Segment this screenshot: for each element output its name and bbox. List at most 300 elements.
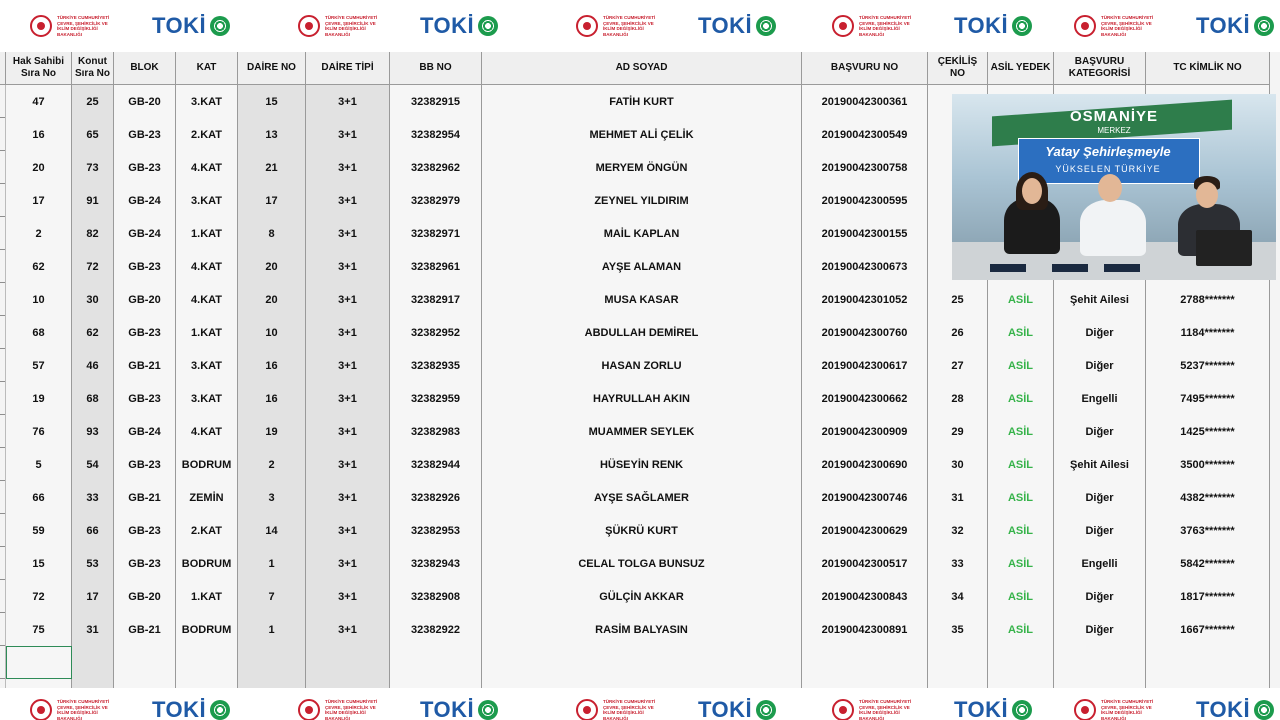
cell-asil-yedek[interactable]: ASİL [988, 283, 1054, 316]
cell-kat[interactable]: 1.KAT [176, 580, 238, 613]
cell-bb-no[interactable] [390, 646, 482, 679]
cell-daire-no[interactable]: 15 [238, 85, 306, 118]
cell-hak-sahibi-sira-no[interactable]: 66 [6, 481, 72, 514]
cell-ad-soyad[interactable]: CELAL TOLGA BUNSUZ [482, 547, 802, 580]
header-blok[interactable]: BLOK [114, 52, 176, 85]
cell-cekilis-no[interactable]: 26 [928, 316, 988, 349]
cell-ad-soyad[interactable]: ZEYNEL YILDIRIM [482, 184, 802, 217]
cell-konut-sira-no[interactable]: 54 [72, 448, 114, 481]
cell-tc-kimlik-no[interactable]: 1667******* [1146, 613, 1270, 646]
video-district-label: MERKEZ [1097, 126, 1131, 135]
cell-hak-sahibi-sira-no[interactable]: 20 [6, 151, 72, 184]
cell-asil-yedek[interactable]: ASİL [988, 580, 1054, 613]
ministry-name: TÜRKİYE CUMHURİYETİ ÇEVRE, ŞEHİRCİLİK VE İKLİM DEĞİŞİKLİĞİ BAKANLIĞI [859, 699, 912, 720]
cell-blok[interactable]: GB-24 [114, 184, 176, 217]
cell-kat[interactable]: 2.KAT [176, 514, 238, 547]
cell-daire-no[interactable]: 19 [238, 415, 306, 448]
cell-basvuru-no[interactable]: 20190042301052 [802, 283, 928, 316]
cell-hak-sahibi-sira-no[interactable]: 2 [6, 217, 72, 250]
cell-konut-sira-no[interactable]: 65 [72, 118, 114, 151]
cell-tc-kimlik-no[interactable] [1146, 646, 1270, 679]
cell-asil-yedek[interactable]: ASİL [988, 415, 1054, 448]
ministry-logo [576, 10, 665, 42]
toki-wordmark: TOKİ [152, 697, 207, 720]
toki-emblem-icon [1012, 16, 1032, 36]
toki-emblem-icon [756, 700, 776, 720]
cell-kat[interactable]: BODRUM [176, 547, 238, 580]
cell-basvuru-no[interactable]: 20190042300891 [802, 613, 928, 646]
cell-hak-sahibi-sira-no[interactable]: 19 [6, 382, 72, 415]
toki-wordmark: TOKİ [698, 697, 753, 720]
cell-bb-no[interactable]: 32382962 [390, 151, 482, 184]
toki-logo [152, 10, 230, 42]
nameplate [1104, 264, 1140, 272]
cell-hak-sahibi-sira-no[interactable]: 62 [6, 250, 72, 283]
cell-kat[interactable]: BODRUM [176, 448, 238, 481]
table-row [0, 547, 1270, 580]
toki-emblem-icon [210, 16, 230, 36]
ministry-name: TÜRKİYE CUMHURİYETİ ÇEVRE, ŞEHİRCİLİK VE İKLİM DEĞİŞİKLİĞİ BAKANLIĞI [325, 15, 378, 37]
cell-daire-no[interactable]: 21 [238, 151, 306, 184]
cell-kat[interactable]: 4.KAT [176, 250, 238, 283]
cell-asil-yedek[interactable]: ASİL [988, 349, 1054, 382]
cell-hak-sahibi-sira-no[interactable]: 5 [6, 448, 72, 481]
ministry-name: TÜRKİYE CUMHURİYETİ ÇEVRE, ŞEHİRCİLİK VE İKLİM DEĞİŞİKLİĞİ BAKANLIĞI [1101, 699, 1154, 720]
cell-basvuru-no[interactable]: 20190042300155 [802, 217, 928, 250]
cell-daire-tipi[interactable]: 3+1 [306, 316, 390, 349]
cell-daire-no[interactable]: 16 [238, 349, 306, 382]
cell-asil-yedek[interactable]: ASİL [988, 547, 1054, 580]
cell-tc-kimlik-no[interactable]: 1425******* [1146, 415, 1270, 448]
cell-konut-sira-no[interactable] [72, 646, 114, 679]
cell-daire-tipi[interactable]: 3+1 [306, 580, 390, 613]
cell-blok[interactable] [114, 646, 176, 679]
cell-basvuru-kategorisi[interactable]: Diğer [1054, 415, 1146, 448]
cell-bb-no[interactable]: 32382944 [390, 448, 482, 481]
cell-daire-no[interactable]: 13 [238, 118, 306, 151]
cell-cekilis-no[interactable]: 25 [928, 283, 988, 316]
cell-blok[interactable]: GB-23 [114, 250, 176, 283]
ministry-seal-icon [576, 15, 598, 37]
cell-ad-soyad[interactable]: AYŞE SAĞLAMER [482, 481, 802, 514]
cell-ad-soyad[interactable]: HASAN ZORLU [482, 349, 802, 382]
cell-blok[interactable]: GB-20 [114, 580, 176, 613]
cell-basvuru-no[interactable]: 20190042300549 [802, 118, 928, 151]
cell-daire-tipi[interactable]: 3+1 [306, 283, 390, 316]
cell-asil-yedek[interactable]: ASİL [988, 316, 1054, 349]
header-daire-tipi[interactable]: DAİRE TİPİ [306, 52, 390, 85]
table-row [0, 415, 1270, 448]
ministry-seal-icon [30, 15, 52, 37]
cell-kat[interactable]: 4.KAT [176, 151, 238, 184]
cell-hak-sahibi-sira-no[interactable]: 10 [6, 283, 72, 316]
table-row [0, 316, 1270, 349]
cell-hak-sahibi-sira-no[interactable]: 75 [6, 613, 72, 646]
cell-daire-tipi[interactable]: 3+1 [306, 151, 390, 184]
ministry-name: TÜRKİYE CUMHURİYETİ ÇEVRE, ŞEHİRCİLİK VE İKLİM DEĞİŞİKLİĞİ BAKANLIĞI [603, 15, 656, 37]
cell-basvuru-no[interactable]: 20190042300662 [802, 382, 928, 415]
cell-basvuru-no[interactable] [802, 646, 928, 679]
header-konut-sira-no[interactable]: Konut Sıra No [72, 52, 114, 85]
toki-logo [1196, 10, 1274, 42]
cell-daire-no[interactable]: 8 [238, 217, 306, 250]
cell-daire-no[interactable]: 14 [238, 514, 306, 547]
cell-cekilis-no[interactable]: 34 [928, 580, 988, 613]
cell-bb-no[interactable]: 32382943 [390, 547, 482, 580]
cell-konut-sira-no[interactable]: 25 [72, 85, 114, 118]
cell-kat[interactable]: 1.KAT [176, 316, 238, 349]
toki-emblem-icon [1254, 16, 1274, 36]
cell-basvuru-kategorisi[interactable]: Engelli [1054, 547, 1146, 580]
cell-bb-no[interactable]: 32382953 [390, 514, 482, 547]
ministry-seal-icon [298, 699, 320, 720]
header-tc-kimlik-no[interactable]: TC KİMLİK NO [1146, 52, 1270, 85]
table-row [0, 481, 1270, 514]
cell-basvuru-kategorisi[interactable]: Diğer [1054, 613, 1146, 646]
cell-konut-sira-no[interactable]: 93 [72, 415, 114, 448]
cell-daire-tipi[interactable]: 3+1 [306, 382, 390, 415]
cell-bb-no[interactable]: 32382954 [390, 118, 482, 151]
cell-basvuru-no[interactable]: 20190042300843 [802, 580, 928, 613]
cell-konut-sira-no[interactable]: 73 [72, 151, 114, 184]
toki-wordmark: TOKİ [1196, 697, 1251, 720]
cell-ad-soyad[interactable]: FATİH KURT [482, 85, 802, 118]
ministry-seal-icon [832, 15, 854, 37]
cell-konut-sira-no[interactable]: 46 [72, 349, 114, 382]
cell-ad-soyad[interactable]: MUAMMER SEYLEK [482, 415, 802, 448]
cell-daire-tipi[interactable]: 3+1 [306, 349, 390, 382]
presenter-center-head [1098, 174, 1122, 202]
cell-daire-no[interactable]: 20 [238, 283, 306, 316]
table-row [0, 448, 1270, 481]
cell-hak-sahibi-sira-no[interactable]: 76 [6, 415, 72, 448]
presenter-left-head [1022, 178, 1042, 204]
ministry-name: TÜRKİYE CUMHURİYETİ ÇEVRE, ŞEHİRCİLİK VE İKLİM DEĞİŞİKLİĞİ BAKANLIĞI [57, 699, 110, 720]
cell-konut-sira-no[interactable]: 66 [72, 514, 114, 547]
cell-hak-sahibi-sira-no[interactable]: 47 [6, 85, 72, 118]
cell-konut-sira-no[interactable]: 53 [72, 547, 114, 580]
video-city-title: OSMANİYE [1069, 108, 1158, 125]
cell-bb-no[interactable]: 32382908 [390, 580, 482, 613]
cell-daire-tipi[interactable]: 3+1 [306, 547, 390, 580]
toki-emblem-icon [1254, 700, 1274, 720]
cell-bb-no[interactable]: 32382971 [390, 217, 482, 250]
cell-cekilis-no[interactable]: 35 [928, 613, 988, 646]
table-row [0, 382, 1270, 415]
cell-basvuru-kategorisi[interactable]: Şehit Ailesi [1054, 448, 1146, 481]
cell-bb-no[interactable]: 32382952 [390, 316, 482, 349]
cell-konut-sira-no[interactable]: 72 [72, 250, 114, 283]
cell-hak-sahibi-sira-no[interactable]: 59 [6, 514, 72, 547]
cell-tc-kimlik-no[interactable]: 1184******* [1146, 316, 1270, 349]
cell-daire-tipi[interactable]: 3+1 [306, 514, 390, 547]
cell-blok[interactable]: GB-21 [114, 613, 176, 646]
cell-basvuru-kategorisi[interactable]: Şehit Ailesi [1054, 283, 1146, 316]
video-slogan-sub: YÜKSELEN TÜRKİYE [1055, 164, 1161, 174]
cell-daire-tipi[interactable]: 3+1 [306, 184, 390, 217]
cell-cekilis-no[interactable]: 30 [928, 448, 988, 481]
video-slogan: Yatay Şehirleşmeyle [1045, 144, 1171, 159]
cell-hak-sahibi-sira-no[interactable]: 16 [6, 118, 72, 151]
cell-basvuru-no[interactable]: 20190042300517 [802, 547, 928, 580]
cell-daire-no[interactable]: 17 [238, 184, 306, 217]
cell-hak-sahibi-sira-no[interactable]: 15 [6, 547, 72, 580]
toki-wordmark: TOKİ [698, 13, 753, 38]
presenter-center [1080, 200, 1146, 256]
cell-blok[interactable]: GB-21 [114, 481, 176, 514]
cell-basvuru-no[interactable]: 20190042300629 [802, 514, 928, 547]
cell-ad-soyad[interactable]: HAYRULLAH AKIN [482, 382, 802, 415]
toki-emblem-icon [210, 700, 230, 720]
cell-tc-kimlik-no[interactable]: 2788******* [1146, 283, 1270, 316]
cell-kat[interactable] [176, 646, 238, 679]
cell-konut-sira-no[interactable]: 31 [72, 613, 114, 646]
nameplate [990, 264, 1026, 272]
cell-daire-tipi[interactable]: 3+1 [306, 85, 390, 118]
cell-bb-no[interactable]: 32382915 [390, 85, 482, 118]
cell-daire-no[interactable]: 2 [238, 448, 306, 481]
cell-daire-tipi[interactable]: 3+1 [306, 415, 390, 448]
cell-blok[interactable]: GB-23 [114, 514, 176, 547]
cell-ad-soyad[interactable]: GÜLÇİN AKKAR [482, 580, 802, 613]
cell-blok[interactable]: GB-24 [114, 415, 176, 448]
cell-ad-soyad[interactable]: ABDULLAH DEMİREL [482, 316, 802, 349]
cell-daire-tipi[interactable]: 3+1 [306, 481, 390, 514]
cell-kat[interactable]: 3.KAT [176, 382, 238, 415]
ministry-logo [1074, 10, 1163, 42]
toki-wordmark: TOKİ [954, 697, 1009, 720]
cell-asil-yedek[interactable]: ASİL [988, 382, 1054, 415]
cell-hak-sahibi-sira-no[interactable]: 17 [6, 184, 72, 217]
cell-kat[interactable]: 4.KAT [176, 283, 238, 316]
cell-tc-kimlik-no[interactable]: 1817******* [1146, 580, 1270, 613]
ministry-name: TÜRKİYE CUMHURİYETİ ÇEVRE, ŞEHİRCİLİK VE İKLİM DEĞİŞİKLİĞİ BAKANLIĞI [325, 699, 378, 720]
ministry-seal-icon [832, 699, 854, 720]
cell-blok[interactable]: GB-20 [114, 283, 176, 316]
cell-cekilis-no[interactable] [928, 646, 988, 679]
cell-asil-yedek[interactable]: ASİL [988, 448, 1054, 481]
header-basvuru-kategorisi[interactable]: BAŞVURU KATEGORİSİ [1054, 52, 1146, 85]
cell-blok[interactable]: GB-23 [114, 448, 176, 481]
cell-tc-kimlik-no[interactable]: 3763******* [1146, 514, 1270, 547]
cell-basvuru-kategorisi[interactable]: Diğer [1054, 316, 1146, 349]
cell-kat[interactable]: 3.KAT [176, 184, 238, 217]
cell-basvuru-no[interactable]: 20190042300909 [802, 415, 928, 448]
cell-basvuru-no[interactable]: 20190042300617 [802, 349, 928, 382]
cell-bb-no[interactable]: 32382917 [390, 283, 482, 316]
ministry-seal-icon [298, 15, 320, 37]
cell-daire-tipi[interactable]: 3+1 [306, 613, 390, 646]
toki-logo [698, 10, 776, 42]
header-kat[interactable]: KAT [176, 52, 238, 85]
cell-ad-soyad[interactable]: RASİM BALYASIN [482, 613, 802, 646]
ministry-logo [30, 694, 119, 720]
cell-konut-sira-no[interactable]: 62 [72, 316, 114, 349]
header-cekilis-no[interactable]: ÇEKİLİŞ NO [928, 52, 988, 85]
cell-ad-soyad[interactable] [482, 646, 802, 679]
cell-hak-sahibi-sira-no[interactable]: 57 [6, 349, 72, 382]
cell-bb-no[interactable]: 32382935 [390, 349, 482, 382]
cell-ad-soyad[interactable]: MUSA KASAR [482, 283, 802, 316]
table-row [0, 283, 1270, 316]
cell-basvuru-no[interactable]: 20190042300746 [802, 481, 928, 514]
cell-kat[interactable]: 2.KAT [176, 118, 238, 151]
cell-tc-kimlik-no[interactable]: 5842******* [1146, 547, 1270, 580]
cell-bb-no[interactable]: 32382959 [390, 382, 482, 415]
cell-asil-yedek[interactable] [988, 646, 1054, 679]
ministry-name: TÜRKİYE CUMHURİYETİ ÇEVRE, ŞEHİRCİLİK VE İKLİM DEĞİŞİKLİĞİ BAKANLIĞI [1101, 15, 1154, 37]
laptop [1196, 230, 1252, 266]
cell-asil-yedek[interactable]: ASİL [988, 514, 1054, 547]
cell-basvuru-kategorisi[interactable]: Diğer [1054, 481, 1146, 514]
cell-kat[interactable]: 1.KAT [176, 217, 238, 250]
cell-basvuru-kategorisi[interactable] [1054, 646, 1146, 679]
cell-daire-no[interactable]: 1 [238, 613, 306, 646]
cell-basvuru-no[interactable]: 20190042300361 [802, 85, 928, 118]
cell-daire-tipi[interactable]: 3+1 [306, 250, 390, 283]
cell-kat[interactable]: BODRUM [176, 613, 238, 646]
table-row [0, 613, 1270, 646]
table-row [0, 646, 1270, 679]
cell-kat[interactable]: 3.KAT [176, 85, 238, 118]
cell-daire-tipi[interactable]: 3+1 [306, 217, 390, 250]
cell-basvuru-kategorisi[interactable]: Engelli [1054, 382, 1146, 415]
cell-ad-soyad[interactable]: ŞÜKRÜ KURT [482, 514, 802, 547]
cell-basvuru-no[interactable]: 20190042300760 [802, 316, 928, 349]
header-hak-sahibi-sira-no[interactable]: Hak Sahibi Sıra No [6, 52, 72, 85]
cell-cekilis-no[interactable]: 32 [928, 514, 988, 547]
cell-daire-tipi[interactable]: 3+1 [306, 118, 390, 151]
cell-asil-yedek[interactable]: ASİL [988, 481, 1054, 514]
cell-ad-soyad[interactable]: AYŞE ALAMAN [482, 250, 802, 283]
cell-daire-tipi[interactable] [306, 646, 390, 679]
cell-ad-soyad[interactable]: MEHMET ALİ ÇELİK [482, 118, 802, 151]
cell-daire-no[interactable]: 10 [238, 316, 306, 349]
header-daire-no[interactable]: DAİRE NO [238, 52, 306, 85]
ministry-logo [832, 10, 921, 42]
header-bb-no[interactable]: BB NO [390, 52, 482, 85]
cell-tc-kimlik-no[interactable]: 7495******* [1146, 382, 1270, 415]
cell-basvuru-kategorisi[interactable]: Diğer [1054, 580, 1146, 613]
cell-tc-kimlik-no[interactable]: 3500******* [1146, 448, 1270, 481]
cell-kat[interactable]: 4.KAT [176, 415, 238, 448]
table-row [0, 580, 1270, 613]
row-header-corner [0, 52, 6, 85]
cell-daire-no[interactable]: 1 [238, 547, 306, 580]
header-ad-soyad[interactable]: AD SOYAD [482, 52, 802, 85]
cell-hak-sahibi-sira-no[interactable]: 72 [6, 580, 72, 613]
cell-basvuru-kategorisi[interactable]: Diğer [1054, 514, 1146, 547]
cell-cekilis-no[interactable]: 29 [928, 415, 988, 448]
cell-bb-no[interactable]: 32382961 [390, 250, 482, 283]
table-row [0, 514, 1270, 547]
ministry-name: TÜRKİYE CUMHURİYETİ ÇEVRE, ŞEHİRCİLİK VE İKLİM DEĞİŞİKLİĞİ BAKANLIĞI [603, 699, 656, 720]
ministry-logo [298, 694, 387, 720]
cell-asil-yedek[interactable]: ASİL [988, 613, 1054, 646]
cell-hak-sahibi-sira-no[interactable]: 68 [6, 316, 72, 349]
cell-blok[interactable]: GB-23 [114, 316, 176, 349]
cell-tc-kimlik-no[interactable]: 4382******* [1146, 481, 1270, 514]
toki-logo [698, 694, 776, 720]
ministry-logo [832, 694, 921, 720]
cell-cekilis-no[interactable]: 31 [928, 481, 988, 514]
header-basvuru-no[interactable]: BAŞVURU NO [802, 52, 928, 85]
cell-daire-tipi[interactable]: 3+1 [306, 448, 390, 481]
toki-emblem-icon [1012, 700, 1032, 720]
cell-tc-kimlik-no[interactable]: 5237******* [1146, 349, 1270, 382]
bottom-logo-banner [0, 688, 1280, 720]
cell-daire-no[interactable]: 7 [238, 580, 306, 613]
table-row [0, 349, 1270, 382]
ministry-logo [576, 694, 665, 720]
cell-blok[interactable]: GB-23 [114, 151, 176, 184]
cell-basvuru-kategorisi[interactable]: Diğer [1054, 349, 1146, 382]
cell-daire-no[interactable]: 20 [238, 250, 306, 283]
live-draw-video-overlay [952, 94, 1276, 280]
toki-emblem-icon [756, 16, 776, 36]
cell-blok[interactable]: GB-24 [114, 217, 176, 250]
cell-daire-no[interactable] [238, 646, 306, 679]
cell-konut-sira-no[interactable]: 91 [72, 184, 114, 217]
toki-logo [1196, 694, 1274, 720]
cell-kat[interactable]: ZEMİN [176, 481, 238, 514]
cell-cekilis-no[interactable]: 28 [928, 382, 988, 415]
cell-ad-soyad[interactable]: MERYEM ÖNGÜN [482, 151, 802, 184]
cell-daire-no[interactable]: 3 [238, 481, 306, 514]
cell-kat[interactable]: 3.KAT [176, 349, 238, 382]
toki-logo [954, 694, 1032, 720]
cell-konut-sira-no[interactable]: 33 [72, 481, 114, 514]
ministry-name: TÜRKİYE CUMHURİYETİ ÇEVRE, ŞEHİRCİLİK VE İKLİM DEĞİŞİKLİĞİ BAKANLIĞI [859, 15, 912, 37]
cell-blok[interactable]: GB-20 [114, 85, 176, 118]
ministry-seal-icon [576, 699, 598, 720]
ministry-seal-icon [30, 699, 52, 720]
toki-logo [420, 10, 498, 42]
cell-cekilis-no[interactable]: 33 [928, 547, 988, 580]
header-asil-yedek[interactable]: ASİL YEDEK [988, 52, 1054, 85]
cell-daire-no[interactable]: 16 [238, 382, 306, 415]
ministry-seal-icon [1074, 699, 1096, 720]
cell-basvuru-no[interactable]: 20190042300673 [802, 250, 928, 283]
cell-blok[interactable]: GB-23 [114, 547, 176, 580]
cell-bb-no[interactable]: 32382922 [390, 613, 482, 646]
cell-basvuru-no[interactable]: 20190042300690 [802, 448, 928, 481]
cell-ad-soyad[interactable]: MAİL KAPLAN [482, 217, 802, 250]
cell-konut-sira-no[interactable]: 68 [72, 382, 114, 415]
toki-logo [954, 10, 1032, 42]
cell-basvuru-no[interactable]: 20190042300595 [802, 184, 928, 217]
cell-konut-sira-no[interactable]: 82 [72, 217, 114, 250]
cell-bb-no[interactable]: 32382979 [390, 184, 482, 217]
cell-cekilis-no[interactable]: 27 [928, 349, 988, 382]
ministry-logo [298, 10, 387, 42]
cell-blok[interactable]: GB-21 [114, 349, 176, 382]
cell-bb-no[interactable]: 32382926 [390, 481, 482, 514]
nameplate [1052, 264, 1088, 272]
cell-konut-sira-no[interactable]: 30 [72, 283, 114, 316]
cell-ad-soyad[interactable]: HÜSEYİN RENK [482, 448, 802, 481]
toki-wordmark: TOKİ [1196, 13, 1251, 38]
toki-wordmark: TOKİ [152, 13, 207, 38]
cell-blok[interactable]: GB-23 [114, 382, 176, 415]
cell-hak-sahibi-sira-no[interactable] [6, 646, 72, 679]
cell-blok[interactable]: GB-23 [114, 118, 176, 151]
cell-bb-no[interactable]: 32382983 [390, 415, 482, 448]
cell-basvuru-no[interactable]: 20190042300758 [802, 151, 928, 184]
toki-wordmark: TOKİ [954, 13, 1009, 38]
cell-konut-sira-no[interactable]: 17 [72, 580, 114, 613]
toki-emblem-icon [478, 700, 498, 720]
